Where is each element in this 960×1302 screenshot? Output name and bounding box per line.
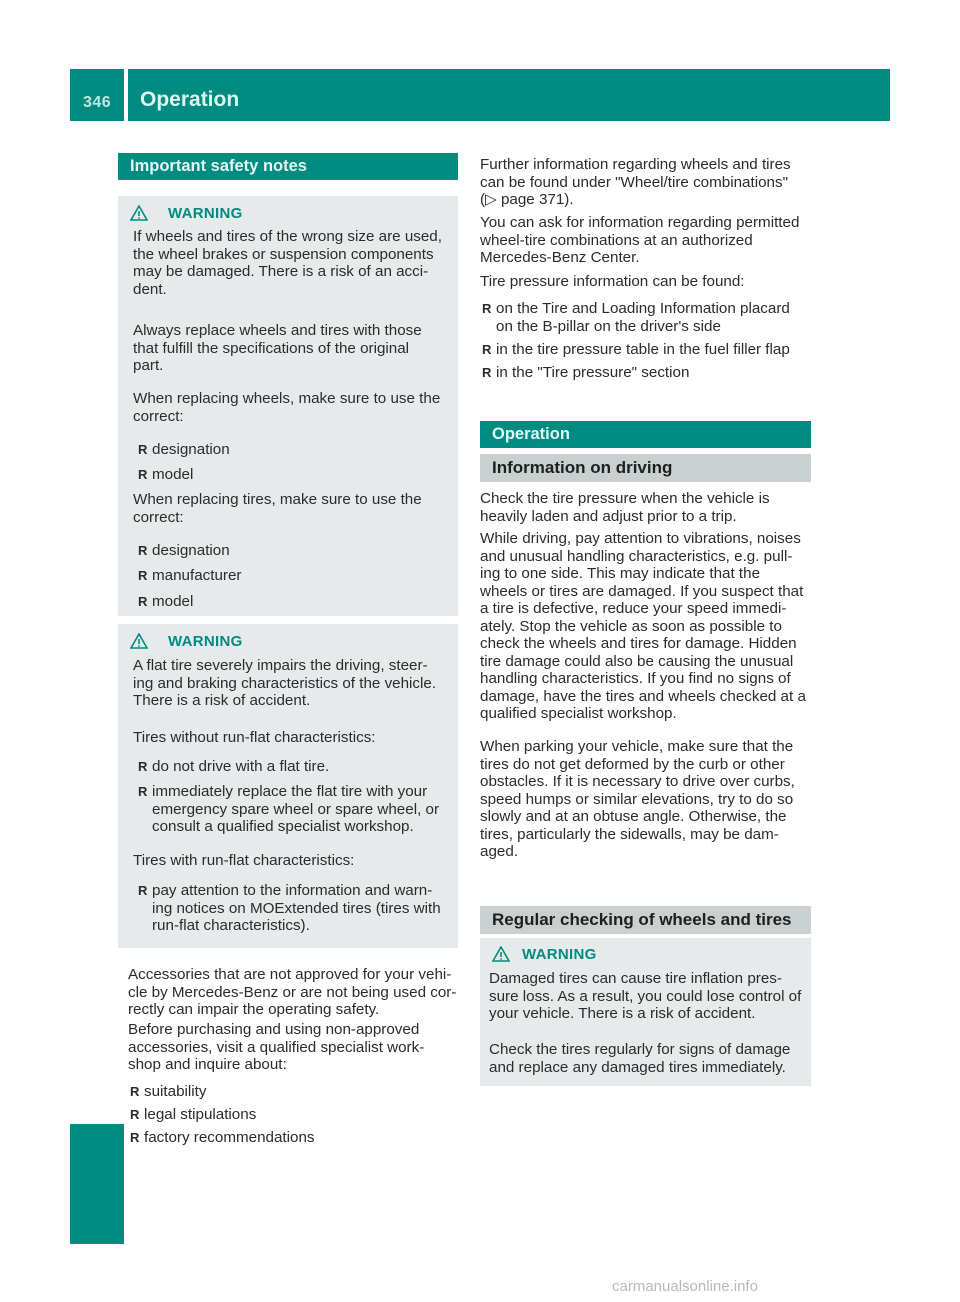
paragraph-accessories: Accessories that are not approved for your vehi- cle by Mercedes-Benz or are not being used cor- rectly can impair the operating safety. xyxy=(128,966,457,1018)
watermark: carmanualsonline.info xyxy=(612,1278,758,1295)
warning2-paragraph-1: A flat tire severely impairs the driving, steer- ing and braking characteristics of the vehicle. There is a risk of accident. xyxy=(133,657,437,709)
warning-title: WARNING xyxy=(168,205,243,222)
section-heading-important-safety-notes xyxy=(118,153,458,180)
paragraph-before-purchasing: Before purchasing and using non-approved accessories, visit a qualified specialist work- shop and inquire about: xyxy=(128,1021,425,1073)
warning1-paragraph-3: When replacing wheels, make sure to use the correct: xyxy=(133,390,441,425)
paragraph-tire-pressure: Tire pressure information can be found: xyxy=(480,273,745,290)
section-heading-text: Important safety notes xyxy=(130,157,307,175)
paragraph-while-driving: While driving, pay attention to vibrations, noises and unusual handling characteristics, e.g. pull- ing to one side. This may indicate that the wheels or tires are damaged. If you suspect that a tire is defective, reduce your speed immedi- ately. Stop the vehicle as soon as possible to check the wheels and tires for damage. Hidden tire damage could also be causing the unusual handling characteristics. If you find no signs of damage, have the tires and wheels checked at a qualified specialist workshop. xyxy=(480,530,806,722)
list-item: R legal stipulations xyxy=(130,1106,256,1124)
warning1-paragraph-2: Always replace wheels and tires with those that fulfill the specifications of the original part. xyxy=(133,322,422,374)
list-item: R pay attention to the information and warn- ing notices on MOExtended tires (tires with run-flat characteristics). xyxy=(138,882,441,935)
side-tab-marker xyxy=(70,1124,124,1244)
side-tab-label: Wheels and tires xyxy=(86,685,111,860)
warning2-paragraph-2: Tires without run-flat characteristics: xyxy=(133,729,376,746)
warning-triangle-icon xyxy=(130,633,148,649)
subheading-text: Information on driving xyxy=(492,458,673,477)
list-item: R factory recommendations xyxy=(130,1129,315,1147)
warning-triangle-icon xyxy=(492,946,510,962)
header-section-title: Operation xyxy=(140,88,240,111)
page-number: 346 xyxy=(83,94,112,111)
section-heading-text: Operation xyxy=(492,425,570,443)
paragraph-further-information: Further information regarding wheels and tires can be found under "Wheel/tire combinations" (▷ page 371). xyxy=(480,156,791,208)
warning1-paragraph-4: When replacing tires, make sure to use the correct: xyxy=(133,491,422,526)
warning-title: WARNING xyxy=(168,633,243,650)
subheading-information-on-driving xyxy=(480,454,811,482)
list-item: R model xyxy=(138,593,193,611)
list-item: R model xyxy=(138,466,193,484)
warning2-paragraph-3: Tires with run-flat characteristics: xyxy=(133,852,355,869)
paragraph-check-pressure: Check the tire pressure when the vehicle is heavily laden and adjust prior to a trip. xyxy=(480,490,770,525)
list-item: R suitability xyxy=(130,1083,206,1101)
list-item: R immediately replace the flat tire with your emergency spare wheel or spare wheel, or consult a qualified specialist workshop. xyxy=(138,783,439,836)
page-number-box xyxy=(70,69,124,121)
warning-triangle-icon xyxy=(130,205,148,221)
list-item: R manufacturer xyxy=(138,567,241,585)
warning3-paragraph-1: Damaged tires can cause tire inflation pres- sure loss. As a result, you could lose control of your vehicle. There is a risk of accident. xyxy=(489,970,802,1022)
paragraph-when-parking: When parking your vehicle, make sure that the tires do not get deformed by the curb or other obstacles. If it is necessary to drive over curbs, speed humps or similar elevations, try to do so slowly and at an obtuse angle. Otherwise, the tires, particularly the sidewalls, may be dam- aged. xyxy=(480,738,795,860)
list-item: R designation xyxy=(138,542,230,560)
section-heading-operation xyxy=(480,421,811,448)
paragraph-ask-information: You can ask for information regarding permitted wheel-tire combinations at an authorized Mercedes-Benz Center. xyxy=(480,214,800,266)
subheading-regular-checking xyxy=(480,906,811,934)
list-item: R designation xyxy=(138,441,230,459)
list-item: R do not drive with a flat tire. xyxy=(138,758,329,776)
list-item: R in the tire pressure table in the fuel filler flap xyxy=(482,341,790,359)
warning1-paragraph-1: If wheels and tires of the wrong size are used, the wheel brakes or suspension components may be damaged. There is a risk of an acci- dent. xyxy=(133,228,442,298)
list-item: R in the "Tire pressure" section xyxy=(482,364,689,382)
subheading-text: Regular checking of wheels and tires xyxy=(492,910,792,929)
warning3-paragraph-2: Check the tires regularly for signs of damage and replace any damaged tires immediately. xyxy=(489,1041,791,1076)
header-bar xyxy=(128,69,890,121)
list-item: R on the Tire and Loading Information placard on the B-pillar on the driver's side xyxy=(482,300,790,335)
warning-title: WARNING xyxy=(522,946,597,963)
